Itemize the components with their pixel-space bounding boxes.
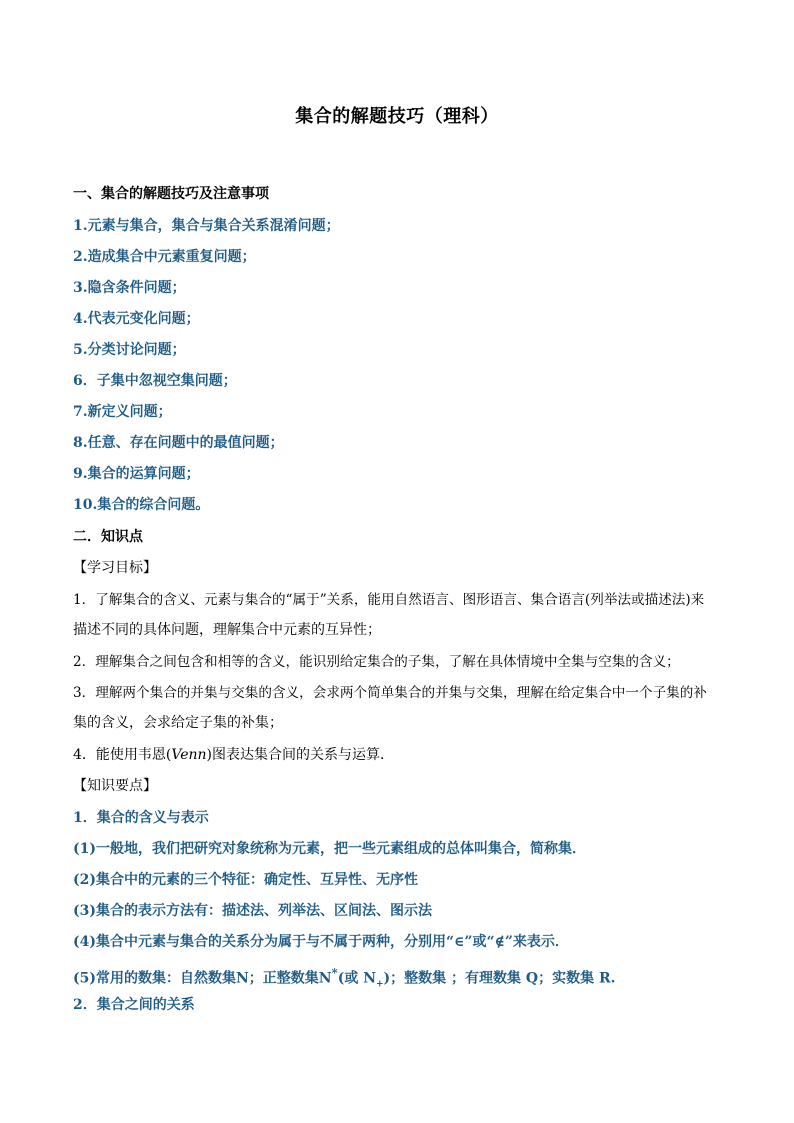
goal-4-post: )图表达集合间的关系与运算．	[206, 747, 394, 763]
point-1-item: (3)集合的表示方法有：描述法、列举法、区间法、图示法	[73, 903, 432, 919]
learning-goals-label: 【学习目标】	[73, 560, 157, 576]
item-5-plus: +	[376, 979, 384, 990]
list-item: 4.代表元变化问题；	[73, 311, 200, 327]
list-item: 1.元素与集合，集合与集合关系混淆问题；	[73, 218, 340, 234]
list-item: 2.造成集合中元素重复问题；	[73, 249, 256, 265]
list-item: 9.集合的运算问题；	[73, 466, 200, 482]
goal-1-line-2: 描述不同的具体问题，理解集合中元素的互异性；	[73, 622, 381, 638]
section2-heading: 二．知识点	[73, 529, 143, 545]
point-1-item-5	[73, 963, 616, 994]
item-5-pre: (5)常用的数集：自然数集N；正整数集N	[73, 970, 332, 987]
item-5-post: )；整数集 ；有理数集 Q；实数集 R.	[383, 970, 616, 987]
list-item: 3.隐含条件问题；	[73, 280, 186, 296]
list-item: 6．子集中忽视空集问题；	[73, 373, 237, 389]
page-title: 集合的解题技巧（理科）	[295, 106, 499, 127]
list-item: 7.新定义问题；	[73, 404, 172, 420]
point-1-item: (4)集合中元素与集合的关系分为属于与不属于两种，分别用“∈”或“∉”来表示．	[73, 934, 569, 950]
goal-4-venn: Venn	[171, 747, 207, 763]
list-item: 10.集合的综合问题。	[73, 497, 210, 513]
goal-4-pre: 4．能使用韦恩(	[73, 747, 172, 763]
goal-4	[73, 745, 394, 765]
list-item: 5.分类讨论问题；	[73, 342, 186, 358]
point-1-item: (1)一般地，我们把研究对象统称为元素，把一些元素组成的总体叫集合，简称集．	[73, 841, 586, 857]
goal-1-line-1: 1．了解集合的含义、元素与集合的“属于”关系，能用自然语言、图形语言、集合语言(列举法或描述法)来	[73, 592, 705, 608]
key-points-label: 【知识要点】	[73, 778, 157, 794]
point-2-heading: 2．集合之间的关系	[73, 997, 195, 1013]
point-1-item: (2)集合中的元素的三个特征：确定性、互异性、无序性	[73, 872, 418, 888]
goal-3-line-1: 3．理解两个集合的并集与交集的含义，会求两个简单集合的并集与交集，理解在给定集合中一个子集的补	[73, 685, 707, 701]
goal-2: 2．理解集合之间包含和相等的含义，能识别给定集合的子集，了解在具体情境中全集与空集的含义；	[73, 654, 680, 670]
section1-heading: 一、集合的解题技巧及注意事项	[73, 186, 269, 202]
item-5-mid: (或 N	[337, 970, 376, 987]
goal-3-line-2: 集的含义，会求给定子集的补集；	[73, 715, 283, 731]
list-item: 8.任意、存在问题中的最值问题；	[73, 435, 284, 451]
point-1-heading: 1．集合的含义与表示	[73, 810, 209, 826]
item-5-star: *	[331, 966, 338, 980]
